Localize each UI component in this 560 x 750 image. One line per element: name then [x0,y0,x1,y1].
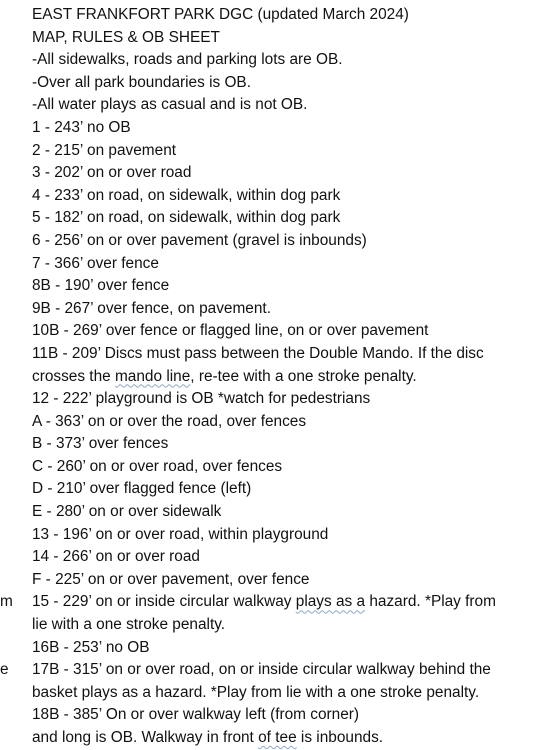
hole-rule [0,524,560,547]
clipped-margin-text: e [0,661,9,679]
hole-rule [0,207,560,230]
hole-rule [0,456,560,479]
line-text: 4 - 233’ on road, on sidewalk, within dog park [32,186,341,204]
line-text: 2 - 215’ on pavement [32,141,177,159]
line-text: 11B - 209’ Discs must pass between the Double Mando. If the disc [32,344,484,362]
hole-rule [0,275,560,298]
line-text: 9B - 267’ over fence, on pavement. [32,299,271,317]
hole-rule [0,343,560,366]
hole-rule [0,501,560,524]
line-text: B - 373’ over fences [32,435,169,453]
spellcheck-flagged-text: of tee [258,729,297,746]
hole-rule [0,140,560,163]
hole-rule [0,230,560,253]
line-text: 12 - 222’ playground is OB *watch for pedestrians [32,390,371,408]
spellcheck-flagged-text: plays as a [295,593,366,611]
hole-rule [0,320,560,343]
line-text: F - 225’ on or over pavement, over fence [32,570,310,588]
line-text: -All water plays as casual and is not OB. [32,96,308,114]
line-text: -Over all park boundaries is OB. [32,73,251,91]
hole-rule-continuation [0,614,560,637]
hole-rule-continuation [0,682,560,705]
hole-rule-continuation [0,366,560,389]
hole-rule [0,298,560,321]
hole-rule [0,478,560,501]
general-rule [0,49,560,72]
line-text: 14 - 266’ on or over road [32,548,200,566]
hole-rule [0,411,560,434]
line-text: 7 - 366’ over fence [32,254,159,272]
line-text: A - 363’ on or over the road, over fences [32,412,307,430]
hole-rule [0,659,560,682]
hole-rule [0,433,560,456]
line-text: 18B - 385’ On or over walkway left (from corner) [32,706,360,724]
line-text: 8B - 190’ over fence [32,277,170,295]
line-text: 16B - 253’ no OB [32,638,150,656]
hole-rule [0,388,560,411]
line-text: basket plays as a hazard. *Play from lie with a one stroke penalty. [32,683,480,701]
general-rule [0,72,560,95]
general-rule [0,94,560,117]
line-text: E - 280’ on or over sidewalk [32,503,222,521]
hole-rule [0,704,560,727]
line-text: D - 210’ over flagged fence (left) [32,480,252,498]
line-text: lie with a one stroke penalty. [32,616,226,634]
hole-rule [0,591,560,614]
hole-rule-continuation [0,727,560,750]
line-text: 17B - 315’ on or over road, on or inside circular walkway behind the [32,661,491,679]
line-text: and long is OB. Walkway in front [32,729,259,746]
doc-subtitle [0,27,560,50]
hole-rule [0,162,560,185]
hole-rule [0,637,560,660]
doc-title [0,4,560,27]
line-text: 10B - 269’ over fence or flagged line, on or over pavement [32,322,429,340]
line-text: 15 - 229’ on or inside circular walkway [32,593,296,611]
line-text: MAP, RULES & OB SHEET [32,28,220,46]
line-text: 5 - 182’ on road, on sidewalk, within dog park [32,209,341,227]
line-text: 1 - 243’ no OB [32,118,131,136]
hole-rule [0,117,560,140]
spellcheck-flagged-text: mando line [114,367,191,385]
line-text: , re-tee with a one stroke penalty. [190,367,417,385]
line-text: -All sidewalks, roads and parking lots are OB. [32,51,343,69]
hole-rule [0,546,560,569]
line-text: EAST FRANKFORT PARK DGC (updated March 2024) [32,6,409,23]
line-text: is inbounds. [296,729,384,746]
line-text: crosses the [32,367,115,385]
line-text: hazard. *Play from [365,593,496,611]
line-text: C - 260’ on or over road, over fences [32,457,283,475]
line-text: 6 - 256’ on or over pavement (gravel is inbounds) [32,231,367,249]
ob-rules-document [0,4,560,750]
clipped-margin-text: m [0,593,13,611]
hole-rule [0,569,560,592]
hole-rule [0,253,560,276]
hole-rule [0,185,560,208]
line-text: 13 - 196’ on or over road, within playground [32,525,329,543]
line-text: 3 - 202’ on or over road [32,164,192,182]
